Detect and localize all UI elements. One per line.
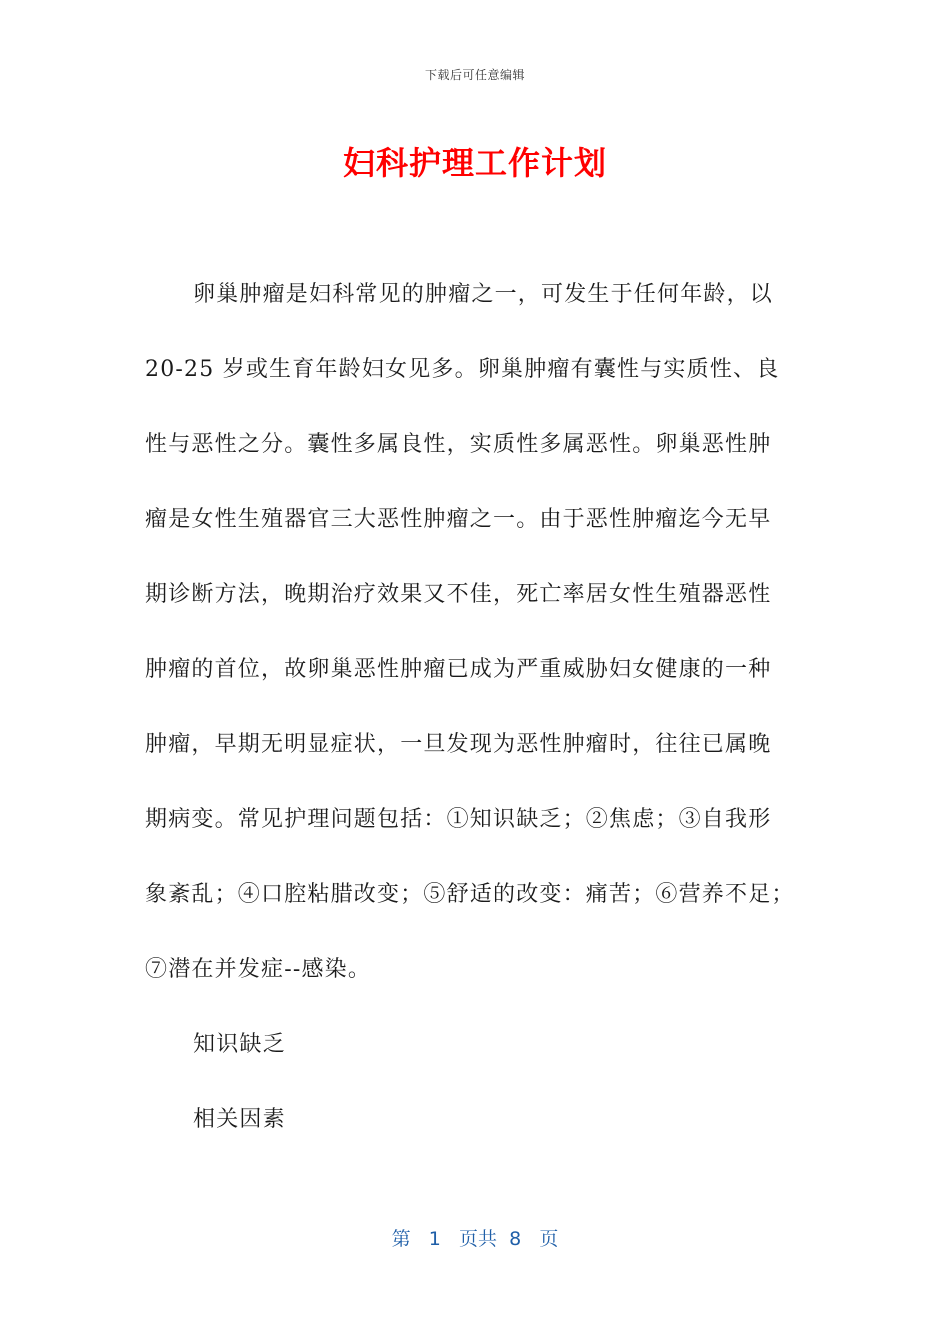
paragraph-line: 性与恶性之分。囊性多属良性，实质性多属恶性。卵巢恶性肿 [145,432,772,457]
page-total: 8 [509,1228,522,1250]
document-title: 妇科护理工作计划 [342,144,607,182]
page-number-footer [0,1224,950,1251]
paragraph-line: ⑦潜在并发症--感染。 [145,957,372,982]
paragraph-line: 卵巢肿瘤是妇科常见的肿瘤之一，可发生于任何年龄，以 [193,282,774,307]
paragraph-line: 期病变。常见护理问题包括：①知识缺乏；②焦虑；③自我形 [145,807,772,832]
page-current: 1 [428,1228,441,1250]
section-heading: 相关因素 [193,1107,286,1132]
paragraph-line: 瘤是女性生殖器官三大恶性肿瘤之一。由于恶性肿瘤迄今无早 [145,507,772,532]
section-heading: 知识缺乏 [193,1032,286,1057]
paragraph-line: 象紊乱；④口腔粘腊改变；⑤舒适的改变：痛苦；⑥营养不足； [145,882,795,907]
paragraph-line: 期诊断方法，晚期治疗效果又不佳，死亡率居女性生殖器恶性 [145,582,772,607]
page-prefix: 第 [391,1228,411,1250]
page-header-note: 下载后可任意编辑 [424,68,525,82]
paragraph-line: 肿瘤，早期无明显症状，一旦发现为恶性肿瘤时，往往已属晚 [145,732,772,757]
paragraph-line: 20-25 岁或生育年龄妇女见多。卵巢肿瘤有囊性与实质性、良 [145,357,780,382]
paragraph-line: 肿瘤的首位，故卵巢恶性肿瘤已成为严重威胁妇女健康的一种 [145,657,772,682]
document-body [145,270,805,1170]
page-middle: 页共 [459,1228,498,1250]
page-suffix: 页 [539,1228,559,1250]
